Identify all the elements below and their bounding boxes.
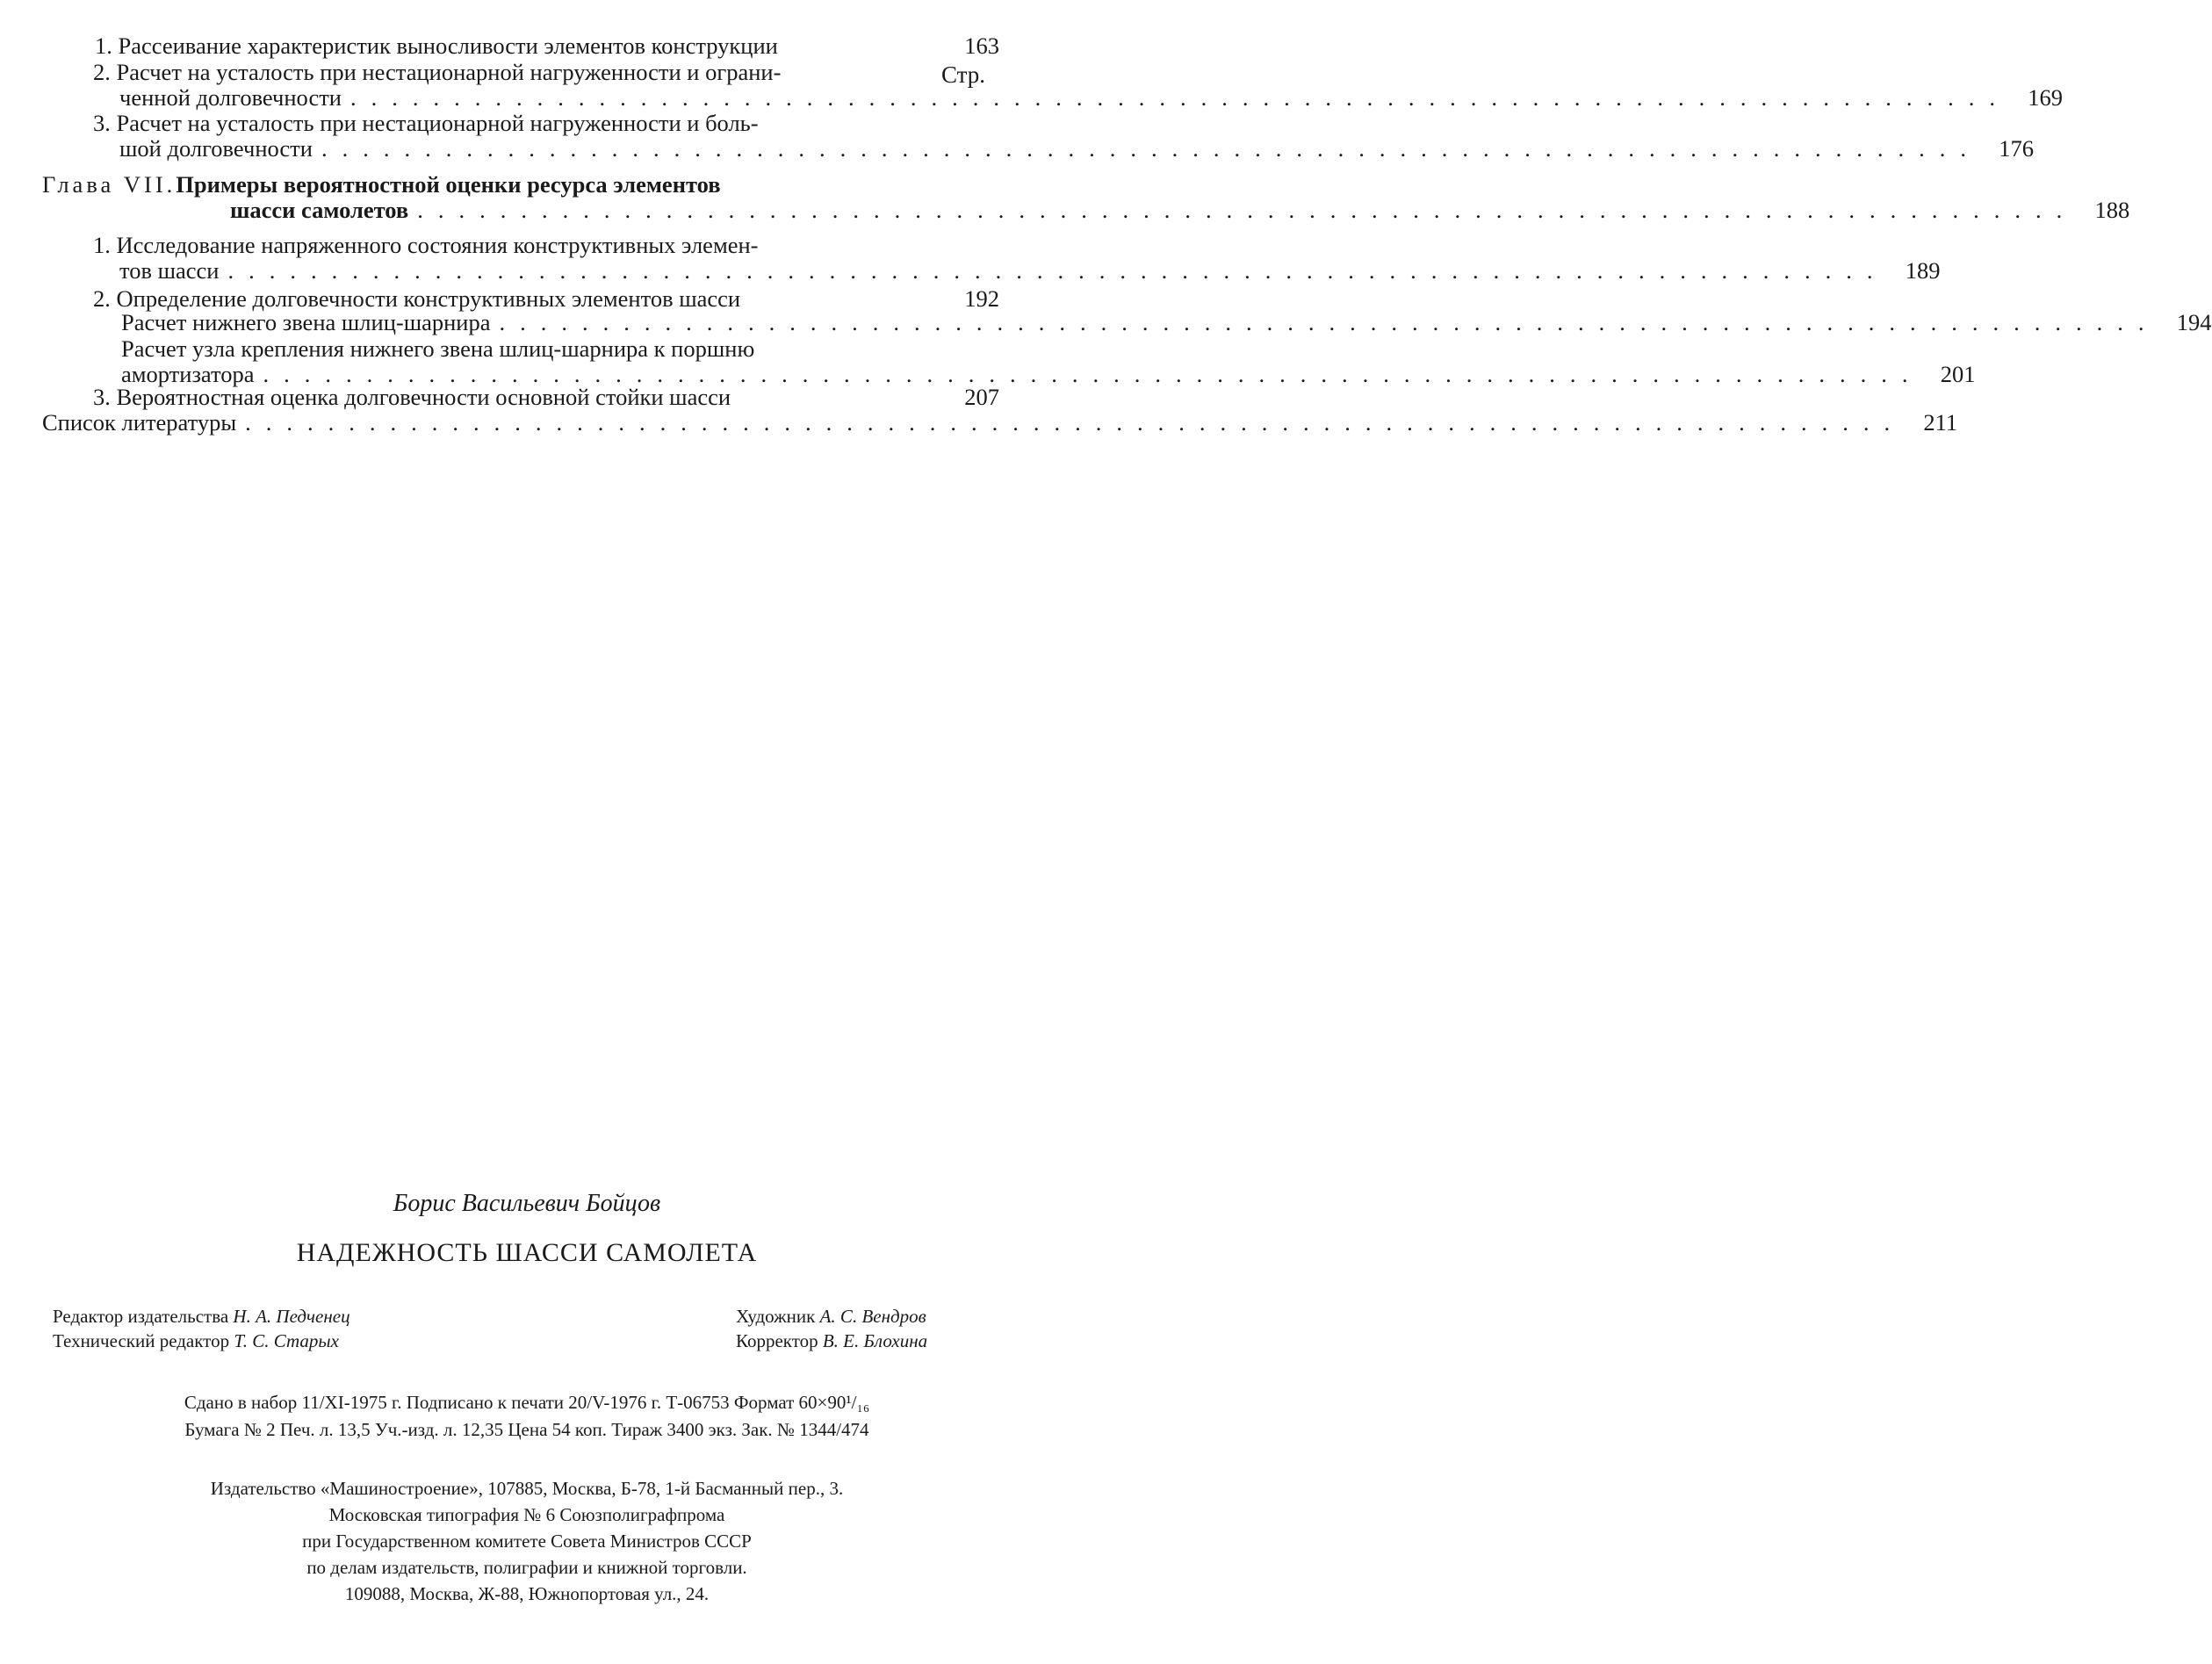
toc-entry-text: 2. Определение долговечности конструктивных элементов шасси bbox=[93, 285, 741, 312]
toc-leader: ................................................................................ bbox=[227, 257, 1888, 284]
toc-leader: ................................................................................ bbox=[417, 197, 2078, 223]
toc-entry bbox=[42, 232, 1941, 284]
publisher-line: по делам издательств, полиграфии и книжной торговли. bbox=[306, 1557, 747, 1578]
print-details-line: Бумага № 2 Печ. л. 13,5 Уч.-изд. л. 12,35 Цена 54 коп. Тираж 3400 экз. Зак. № 1344/474 bbox=[184, 1419, 869, 1440]
tech-editor-credit bbox=[53, 1330, 339, 1352]
author-name: Борис Васильевич Бойцов bbox=[393, 1190, 661, 1217]
toc-entry-text: ченной долговечности bbox=[119, 84, 342, 111]
toc-entry-text: 1. Исследование напряженного состояния конструктивных элемен- bbox=[93, 232, 759, 258]
print-details-line: Сдано в набор 11/XI-1975 г. Подписано к печати 20/V-1976 г. Т-06753 Формат 60×90¹/₁₆ bbox=[184, 1392, 870, 1413]
toc-entry bbox=[42, 171, 2130, 223]
toc-entry-text: Расчет нижнего звена шлиц-шарнира bbox=[121, 309, 491, 335]
toc-leader: ................................................................................ bbox=[263, 361, 1923, 387]
corrector-name: В. Е. Блохина bbox=[822, 1330, 928, 1351]
editor-credit bbox=[53, 1306, 350, 1328]
corrector-credit bbox=[736, 1330, 927, 1352]
toc-entry-text: Примеры вероятностной оценки ресурса элементов bbox=[176, 171, 721, 198]
toc-entry bbox=[42, 59, 2063, 111]
publisher-line: Издательство «Машиностроение», 107885, Москва, Б-78, 1-й Басманный пер., 3. bbox=[210, 1478, 844, 1499]
artist-label: Художник bbox=[736, 1306, 816, 1327]
publisher-info bbox=[0, 1475, 1054, 1607]
toc-page-number: 163 bbox=[964, 32, 999, 59]
corrector-label: Корректор bbox=[736, 1330, 818, 1351]
toc-page-number: 188 bbox=[2094, 197, 2130, 223]
toc-leader: ................................................................................ bbox=[321, 135, 1981, 162]
toc-page-number: 176 bbox=[1999, 135, 2034, 162]
toc-entry bbox=[42, 335, 1976, 387]
tech-editor-label: Технический редактор bbox=[53, 1330, 230, 1351]
toc-page-number: 194 bbox=[2176, 309, 2212, 335]
toc-entry-text: 2. Расчет на усталость при нестационарной нагруженности и ограни- bbox=[93, 59, 782, 85]
toc-entry-text: 3. Расчет на усталость при нестационарной нагруженности и боль- bbox=[93, 110, 759, 136]
toc-entry-text: шой долговечности bbox=[119, 135, 313, 162]
toc-page-number: 201 bbox=[1940, 361, 1976, 387]
toc-entry bbox=[42, 309, 2212, 335]
toc-entry-text: Список литературы bbox=[42, 409, 237, 436]
page-column-label: Стр. bbox=[941, 61, 986, 88]
toc-leader: ................................................................................ bbox=[349, 84, 2010, 111]
publisher-line: Московская типография № 6 Союзполиграфпрома bbox=[328, 1504, 725, 1525]
toc-page-number: 189 bbox=[1905, 257, 1941, 284]
toc-entry-text: тов шасси bbox=[119, 257, 220, 284]
book-title: НАДЕЖНОСТЬ ШАССИ САМОЛЕТА bbox=[296, 1238, 758, 1267]
toc-entry-text: амортизатора bbox=[121, 361, 255, 387]
toc-entry bbox=[42, 33, 999, 59]
editor-label: Редактор издательства bbox=[53, 1306, 229, 1327]
toc-page-number: 207 bbox=[964, 384, 999, 410]
artist-name: А. С. Вендров bbox=[819, 1306, 926, 1327]
toc-leader: ................................................................................ bbox=[245, 409, 1906, 436]
toc-entry bbox=[42, 409, 1958, 436]
toc-entry bbox=[42, 286, 999, 312]
toc-entry-text: 1. Рассеивание характеристик выносливости элементов конструкции bbox=[95, 32, 778, 59]
artist-credit bbox=[736, 1306, 926, 1328]
editor-name: Н. А. Педченец bbox=[233, 1306, 350, 1327]
chapter-label: Глава VII. bbox=[42, 171, 177, 198]
print-details bbox=[0, 1392, 1054, 1441]
toc-entry-text: шасси самолетов bbox=[230, 197, 409, 223]
publisher-line: при Государственном комитете Совета Министров СССР bbox=[302, 1531, 752, 1552]
toc-leader: ................................................................................ bbox=[499, 309, 2159, 335]
toc-entry bbox=[42, 110, 2034, 162]
toc-page-number: 211 bbox=[1923, 409, 1958, 436]
publisher-line: 109088, Москва, Ж-88, Южнопортовая ул., 24. bbox=[344, 1583, 710, 1604]
tech-editor-name: Т. С. Старых bbox=[234, 1330, 339, 1351]
toc-page-number: 169 bbox=[2028, 84, 2063, 111]
toc-entry bbox=[42, 385, 999, 410]
toc-entry-text: Расчет узла крепления нижнего звена шлиц-шарнира к поршню bbox=[121, 335, 755, 362]
toc-page-number: 192 bbox=[964, 285, 999, 312]
toc-entry-text: 3. Вероятностная оценка долговечности основной стойки шасси bbox=[93, 384, 731, 410]
